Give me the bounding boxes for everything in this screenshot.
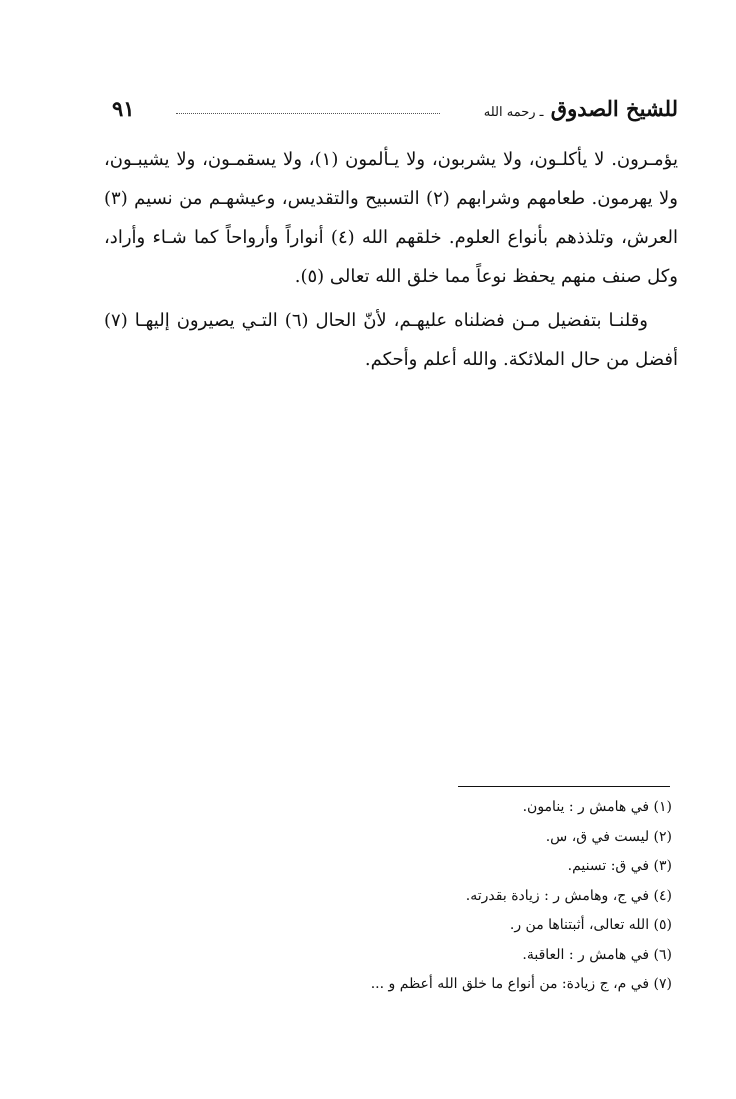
footnote-item: (٣) في ق: تسنيم. (567, 858, 672, 874)
header-subtitle: ـ رحمه الله (483, 105, 544, 120)
header-author: للشيخ الصدوق (550, 96, 678, 121)
paragraph: وقلنـا بتفضيل مـن فضلناه عليهـم، لأنّ الحال (٦) التـي يصيرون إليهـا (٧) أفضل من حال الملائكة. والله أعلم وأحكم. (104, 310, 678, 370)
footnote-item: (١) في هامش ر : ينامون. (522, 799, 672, 815)
paragraph: يؤمـرون. لا يأكلـون، ولا يشربون، ولا يـألمون (١)، ولا يسقمـون، ولا يشيبـون، ولا يهرمون. طعامهم وشرابهم (٢) التسبيح والتقديس، وعيشهـم من نسيم (٣) العرش، وتلذذهم بأنواع العلوم. خلقهم الله (٤) أنواراً وأرواحاً كما شـاء وأراد، وكل صنف منهم يحفظ نوعاً مما خلق الله تعالى (٥). (104, 149, 678, 287)
footnote-item: (٥) الله تعالى، أثبتناها من ر. (509, 917, 672, 933)
footnote-item: (٤) في ج، وهامش ر : زيادة بقدرته. (465, 887, 672, 904)
footnote-item: (٢) ليست في ق، س. (545, 828, 672, 845)
main-text (104, 140, 678, 379)
footnotes-list (300, 793, 672, 1000)
footnote-item: (٦) في هامش ر : العاقبة. (522, 946, 672, 963)
header-dotted-leader (176, 113, 440, 114)
page-number: ٩١ (112, 96, 135, 121)
header-title (484, 96, 678, 121)
footnote-separator (458, 786, 670, 787)
running-header (112, 96, 678, 130)
footnote-item: (٧) في م، ج زيادة: من أنواع ما خلق الله أعظم و ... (370, 976, 672, 992)
